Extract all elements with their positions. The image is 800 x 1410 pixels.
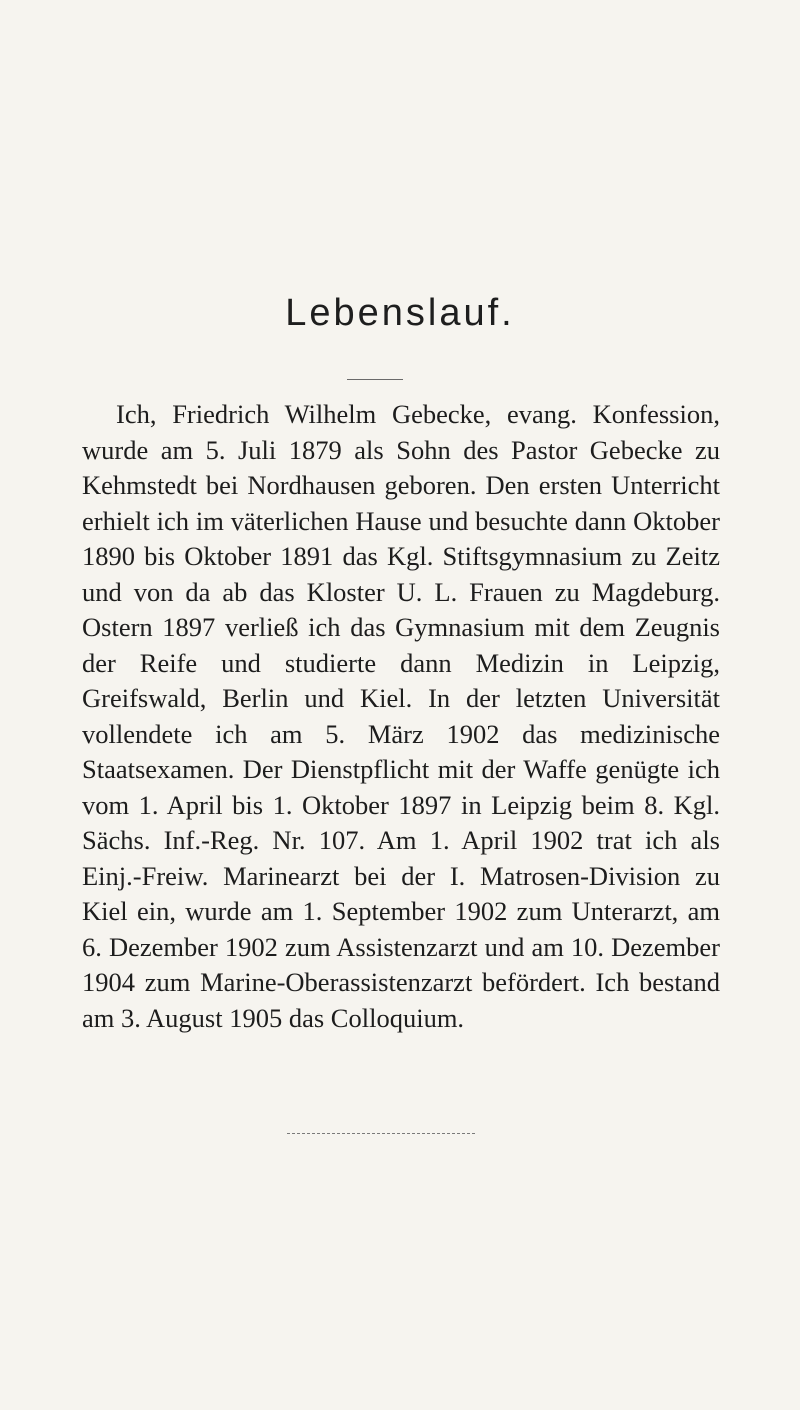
title-divider bbox=[347, 379, 403, 380]
body-paragraph: Ich, Friedrich Wilhelm Gebecke, evang. Konfession, wurde am 5. Juli 1879 als Sohn des Pastor Gebecke zu Kehmstedt bei Nordhausen geboren. Den ersten Unterricht erhielt ich im väterlichen Hause und besuchte dann Oktober 1890 bis Oktober 1891 das Kgl. Stiftsgymnasium zu Zeitz und von da ab das Kloster U. L. Frauen zu Magdeburg. Ostern 1897 verließ ich das Gymnasium mit dem Zeugnis der Reife und studierte dann Medizin in Leipzig, Greifswald, Berlin und Kiel. In der letzten Universität vollendete ich am 5. März 1902 das medizinische Staatsexamen. Der Dienstpflicht mit der Waffe genügte ich vom 1. April bis 1. Oktober 1897 in Leipzig beim 8. Kgl. Sächs. Inf.-Reg. Nr. 107. Am 1. April 1902 trat ich als Einj.-Freiw. Marinearzt bei der I. Matrosen-Division zu Kiel ein, wurde am 1. September 1902 zum Unterarzt, am 6. Dezember 1902 zum Assistenzarzt und am 10. Dezember 1904 zum Marine-Oberassistenzarzt befördert. Ich bestand am 3. August 1905 das Colloquium. bbox=[82, 399, 720, 1033]
end-divider bbox=[287, 1133, 475, 1134]
page-title: Lebenslauf. bbox=[285, 292, 515, 334]
